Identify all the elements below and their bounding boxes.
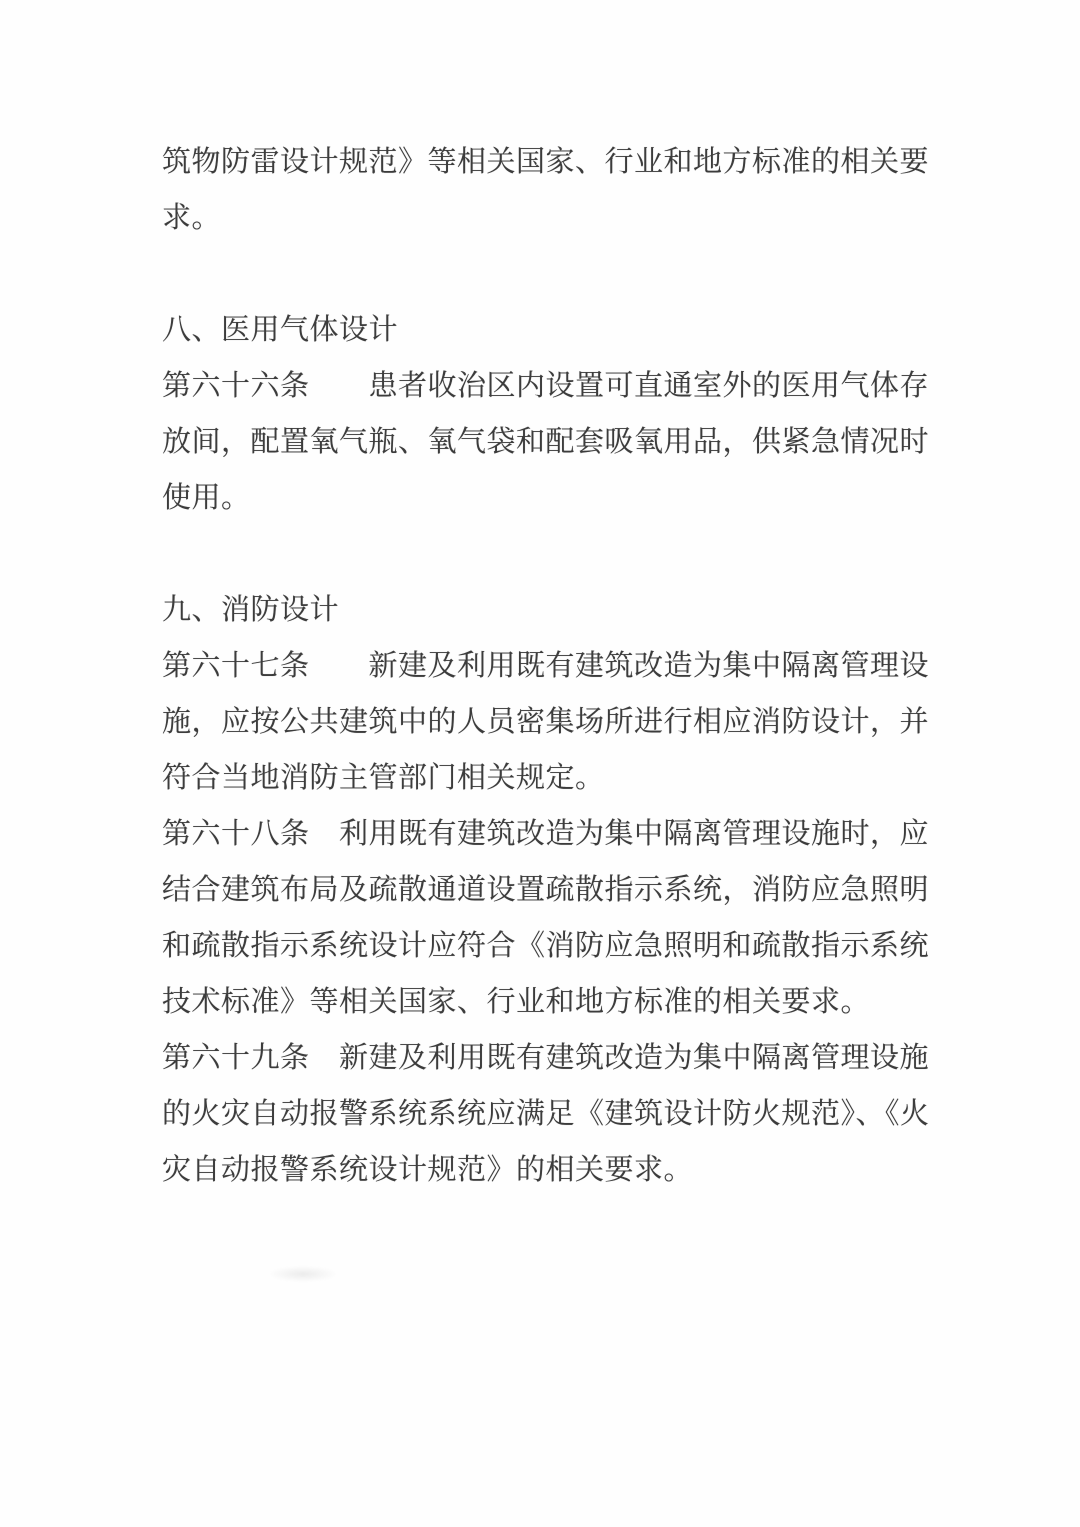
article-68-line: 技术标准》等相关国家、行业和地方标准的相关要求。 [162, 986, 871, 1018]
article-69-line: 第六十九条 新建及利用既有建筑改造为集中隔离管理设施 [162, 1042, 930, 1074]
scan-smudge-artifact [268, 1266, 338, 1282]
article-69-line: 的火灾自动报警系统系统应满足《建筑设计防火规范》、《火 [162, 1098, 930, 1130]
article-67-line: 符合当地消防主管部门相关规定。 [162, 762, 605, 794]
article-67-line: 第六十七条 新建及利用既有建筑改造为集中隔离管理设 [162, 650, 930, 682]
blank-line [162, 526, 932, 582]
paragraph-continuation-line: 筑物防雷设计规范》等相关国家、行业和地方标准的相关要 [162, 146, 930, 178]
article-68-line: 第六十八条 利用既有建筑改造为集中隔离管理设施时，应 [162, 818, 930, 850]
article-68-line: 和疏散指示系统设计应符合《消防应急照明和疏散指示系统 [162, 930, 930, 962]
blank-line [162, 246, 932, 302]
article-66-line: 放间，配置氧气瓶、氧气袋和配套吸氧用品，供紧急情况时 [162, 426, 930, 458]
article-66-line: 第六十六条 患者收治区内设置可直通室外的医用气体存 [162, 370, 930, 402]
section-heading-medical-gas: 八、医用气体设计 [162, 314, 399, 346]
document-text-block [162, 134, 932, 1198]
article-66-line: 使用。 [162, 482, 251, 514]
article-67-line: 施，应按公共建筑中的人员密集场所进行相应消防设计，并 [162, 706, 930, 738]
article-69-line: 灾自动报警系统设计规范》的相关要求。 [162, 1154, 694, 1186]
article-68-line: 结合建筑布局及疏散通道设置疏散指示系统，消防应急照明 [162, 874, 930, 906]
paragraph-continuation-line: 求。 [162, 202, 222, 234]
section-heading-fire-design: 九、消防设计 [162, 594, 340, 626]
